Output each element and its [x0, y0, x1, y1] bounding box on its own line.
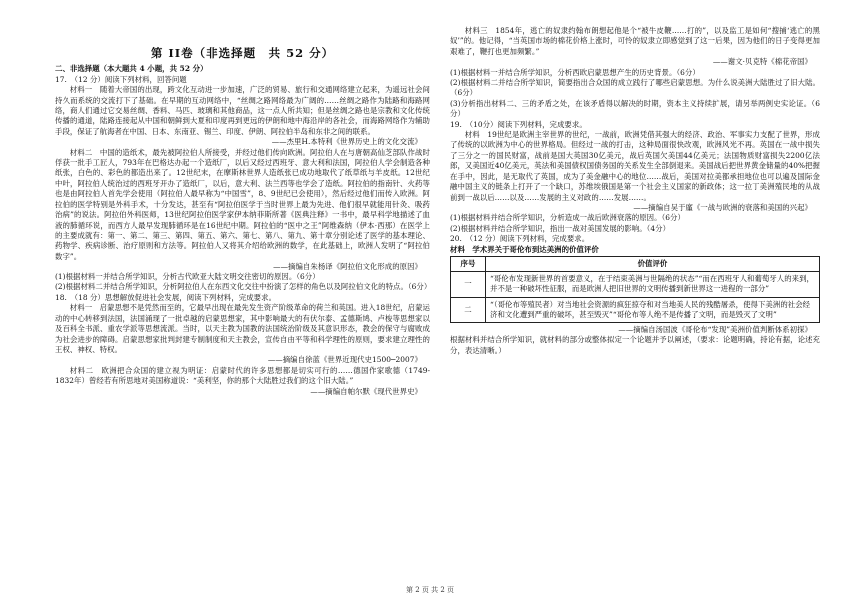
- q17-material-1-source: ——杰里H.本特利《世界历史上的文化交流》: [271, 137, 422, 147]
- table-cell-text: “（哥伦布等殖民者）对当地社会资源的疯狂掠夺和对当地美人民的残酷屠杀，使得下美洲的社会经济和文化遭到严重的破坏，甚至毁灭”“哥伦布等人绝不是传播了文明，而是毁灭了文明”: [486, 297, 820, 322]
- q20-requirement: 根据材料并结合所学知识，就材料的部分或整体拟定一个论题并予以阐述，（要求：论题明确，持论有据，论述充分，表达清晰。）: [450, 335, 820, 355]
- q18-material-1-source: ——摘编自徐蓝《世界近现代史1500─2007》: [267, 355, 422, 365]
- q19-sub-2: (2)根据材料并结合所学知识，指出一战对美国发展的影响。（4分）: [450, 223, 671, 233]
- q17-material-2: 材料二 中国的造纸术，最先被阿拉伯人所接受，并经过他们传向欧洲。阿拉伯人在与唐朝高仙芝部队作战时俘获一批手工匠人，793年在巴格达办起一个造纸厂，以后又经过西班牙、意大利和法国，阿拉伯人学会制造各种纸张，白色的、彩色的都造出来了。12世纪末，在摩斯林世界人造纸张已成功地取代了纸草纸与羊皮纸。12世纪中叶，阿拉伯人统治过的西班牙开办了造纸厂，以后，意大利、法兰西等也学会了造纸。阿拉伯的指南针、火药等也是由阿拉伯人首先学会使用（阿拉伯人最早称为“中国雪”，8、9世纪已会使用），然后经过他们而传入欧洲。阿拉伯的医学特别是外科手术，十分发达，甚至有“阿拉伯医学于当时世界上最为先进、他们很早就能用针灸、吸药治病”的说法。阿拉伯外科医师，13世纪阿拉伯医学家伊本纳菲斯所著《医典注释》一书中，最早科学地描述了血液的肺循环说，而西方人最早发现肺循环是在16世纪中期。阿拉伯的“医中之王”阿维森纳（伊本·西那）在医学上的主要成就有：第一、第二、第三、第四、第五、第六、第七、第八、第九、第十章分别论述了医学的基本理论、药物学、疾病诊断、治疗原则和方法等。阿拉伯人又将其介绍给欧洲的数学，在此基础上，欧洲人发明了“阿拉伯数字”。: [55, 147, 430, 261]
- q18-material-1: 材料一 启蒙思想不是凭然而至的，它最早出现在最先发生资产阶级革命的荷兰和英国。进入18世纪，启蒙运动的中心转移到法国，法国涌现了一批卓越的启蒙思想家，其中影响最大的有伏尔泰、孟德斯鸠、卢梭等思想家以及百科全书派、重农学派等思想流派。当时，以天主教为国教的法国统治阶级及其意识形态，教会的保守与腐败成为社会进步的障碍。启蒙思想家批判封建专制制度和天主教会，宣传自由平等和科学理性的原则，要求建立理性的王权、神权、特权。: [55, 303, 430, 354]
- q17-sub-2: (2)根据材料二并结合所学知识，分析阿拉伯人在东西文化交往中扮演了怎样的角色以及阿拉伯文化的特点。（6分）: [55, 282, 432, 292]
- left-column: [55, 18, 430, 397]
- q20-table-title: 材料 学术界关于哥伦布到达美洲的价值评价: [450, 244, 599, 254]
- table-cell-text: “哥伦布发现新世界的首要意义，在于结束美洲与世隔绝的状态”“而在西班牙人和葡萄牙人的来到，并不是一种破坏性征服，而是欧洲人把旧世界的文明传播到新世界这一进程的一部分”: [486, 272, 820, 297]
- q19-material-source: ——摘编自吴于廑《一战与欧洲的衰落和美国的兴起》: [633, 202, 812, 212]
- table-header-no: 序号: [451, 256, 486, 271]
- q19-sub-1: (1)根据材料并结合所学知识，分析造成一战后欧洲衰落的原因。（6分）: [450, 213, 685, 223]
- table-cell-no: 二: [451, 297, 486, 322]
- table-header-evaluation: 价值评价: [486, 256, 820, 271]
- table-row: [451, 272, 820, 297]
- q18-sub-2: (2)根据材料二并结合所学知识，简要指出合众国的成立践行了哪些启蒙思想。为什么说美洲大陆胜过了旧大陆。（6分）: [450, 78, 820, 98]
- q18-stem: 18. （18 分）思想解放促进社会发展，阅读下列材料，完成要求。: [55, 292, 277, 302]
- q18-material-3: 材料三 1854年，逃亡的奴隶约翰布朗想起他是个“被牛皮鞭……打的”，以及监工是如何“搜捕‘逃亡的黑奴’”的。他记得，“当英国市场的棉花价格上涨时，可怜的奴隶立即感觉到了这一后果，因为他们的日子变得更加艰难了，鞭打也更加频繁。”: [450, 26, 820, 56]
- table-header-row: [451, 256, 820, 271]
- page-footer: 第 2 页 共 2 页: [405, 586, 455, 594]
- section-title: 二、非选择题（本大题共 4 小题，共 52 分）: [55, 64, 208, 74]
- right-column: [450, 18, 820, 356]
- q18-sub-1: (1)根据材料一并结合所学知识，分析西欧启蒙思想产生的历史背景。（6分）: [450, 67, 700, 77]
- q19-material: 材料 19世纪是欧洲主宰世界的世纪，一战前，欧洲凭借其强大的经济、政治、军事实力支配了世界，形成了传统的以欧洲为中心的世界格局。但经过一战的打击，这种局面很快改观，欧洲风光不再。英国在一战中损失了三分之一的国民财富，战前是国大英国30亿美元，战后英国欠美国44亿美元；法国物质财富损失2200亿法郎，又美国近40亿美元，英法和美国债权国债务国的关系发生全部倒退来。美国战后把世界黄金储量的40%把握在手中，因此，是无取代了英国，成为了美金融中心的地位……战后，美国对拉美都承担地位也可以遍及国际金融中国主义的链条上打开了一个缺口，苏维埃俄国是第一个社会主义国家的新政体；这一拉丁美洲殖民地的从战前到一战以后……以及……发展的主义对政的……发展……。: [450, 130, 820, 202]
- q19-stem: 19. （10分）阅读下列材料，完成要求。: [450, 119, 587, 129]
- q20-table-source: ——摘编自汤国波《哥伦布“发现”美洲价值判断体系初探》: [618, 324, 812, 334]
- q17-sub-1: (1)根据材料一并结合所学知识，分析古代欧亚大陆文明交往密切的原因。（6分）: [55, 272, 320, 282]
- q17-material-2-source: ——摘编自朱杨译《阿拉伯文化形成的原因》: [273, 261, 422, 271]
- evaluation-table: [450, 256, 820, 323]
- q18-sub-3: (3)分析指出材料二、三的矛盾之处，在该矛盾得以解决的时期，资本主义持续扩展，请另举两例史实论证。（6分）: [450, 98, 820, 119]
- q20-stem: 20. （12 分）阅读下列材料，完成要求。: [450, 234, 590, 244]
- q17-stem: 17. （12 分）阅读下列材料，回答问题: [55, 74, 187, 84]
- q17-material-1: 材料一 随着大帝国的出现，跨文化互动进一步加速，广泛的贸易、旅行和交通网络建立起来，为遥远社会间持久而系统的交流打下了基础。在早期的互动网络中，“丝绸之路网络最为广阔的……丝绸之路作为陆路和海路网络，商人们通过它交易丝绸、香料、马匹、玻璃和其他商品，这一点人所共知；但是丝绸之路也是宗教和文化传统传播的通道，陆路连接起从中国和朝鲜到大夏和印度再到更远的伊朗和地中海沿岸的各社会，而海路网络作为辅助手段，保证了航海者在中国、日本、东南亚、锡兰、印度、伊朗、阿拉伯半岛和东非之间的联系。: [55, 85, 430, 136]
- q18-material-3-source: ——谢文·贝克特《棉花帝国》: [712, 57, 812, 67]
- q18-material-2-source: ——摘编自帕尔默《现代世界史》: [310, 386, 422, 396]
- table-cell-no: 一: [451, 272, 486, 297]
- q18-material-2: 材料二 欧洲把合众国的建立视为明证：启蒙时代的许多思想都是切实可行的……德国作家歌德（1749-1832年）曾经若有所思地对美国称道说：“美利坚，你的那个大陆胜过我们的这个旧大陆。”: [55, 365, 430, 386]
- table-row: [451, 297, 820, 322]
- page-title: 第 II卷（非选择题 共 52 分）: [150, 46, 335, 60]
